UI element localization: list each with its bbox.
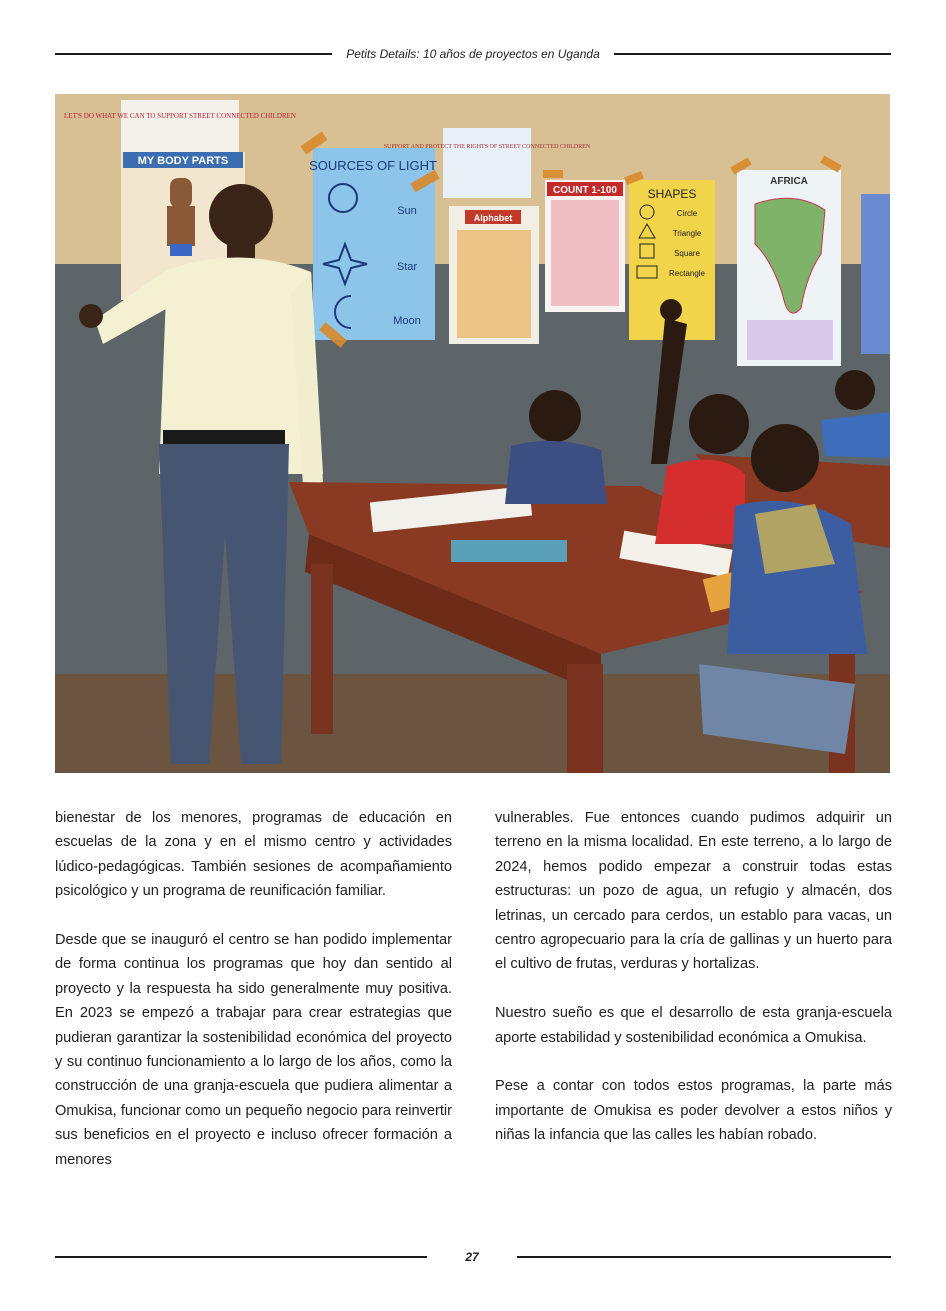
paragraph: bienestar de los menores, programas de educación en escuelas de la zona y en el mismo centro y actividades lúdico-pedagógicas. También sesiones de acompañamiento psicológico y un programa de reunificación familiar.: [55, 810, 452, 900]
page-footer: [55, 1247, 891, 1267]
poster-body-parts-title: MY BODY PARTS: [137, 155, 229, 167]
poster-sources-of-light: [309, 148, 437, 340]
poster-africa: [737, 170, 841, 366]
poster-support-text: SUPPORT AND PROTECT THE RIGHTS OF STREET CONNECTED CHILDREN: [383, 144, 591, 150]
classroom-illustration: [55, 94, 890, 773]
footer-rule-left: [55, 1256, 427, 1258]
poster-sun-label: Sun: [397, 205, 417, 217]
poster-rectangle-label: Rectangle: [668, 269, 706, 278]
poster-top-notice: LET'S DO WHAT WE CAN TO SUPPORT STREET CONNECTED CHILDREN: [64, 112, 296, 120]
poster-shapes-title: SHAPES: [647, 187, 697, 201]
poster-triangle-label: Triangle: [672, 229, 702, 238]
poster-moon-label: Moon: [393, 315, 421, 327]
poster-alphabet-title: Alphabet: [473, 213, 513, 223]
poster-circle-label: Circle: [676, 209, 698, 218]
poster-africa-title: AFRICA: [770, 176, 808, 187]
classroom-photo: [55, 94, 890, 773]
page-number: 27: [465, 1250, 479, 1264]
poster-count: [545, 180, 625, 312]
running-header: [55, 44, 891, 64]
text-column-left: [55, 806, 452, 1172]
poster-square-label: Square: [674, 249, 700, 258]
header-rule-right: [614, 53, 891, 55]
paragraph: vulnerables. Fue entonces cuando pudimos adquirir un terreno en la misma localidad. En este terreno, a lo largo de 2024, hemos podido empezar a construir todas estas estructuras: un pozo de agua, un refugio y almacén, dos letrinas, un cercado para cerdos, un establo para vacas, un centro agropecuario para la cría de gallinas y un huerto para el cultivo de frutas, verduras y hortalizas.: [495, 810, 892, 973]
poster-alphabet: [449, 206, 539, 344]
poster-count-title: COUNT 1-100: [553, 185, 617, 196]
paragraph: Pese a contar con todos estos programas, la parte más importante de Omukisa es poder devolver a estos niños y niñas la infancia que las calles les habían robado.: [495, 1078, 892, 1144]
paragraph: Desde que se inauguró el centro se han podido implementar de forma continua los programas que hoy dan sentido al proyecto y la respuesta ha sido generalmente muy positiva. En 2023 se empezó a trabajar para crear estrategias que pudieran garantizar la sostenibilidad económica del proyecto y su continuo funcionamiento a lo largo de los años, como la construcción de una granja-escuela que pudiera alimentar a Omukisa, funcionar como un pequeño negocio para reinvertir sus beneficios en el proyecto e incluso ofrecer formación a menores: [55, 932, 452, 1168]
poster-star-label: Star: [396, 261, 418, 273]
footer-rule-right: [517, 1256, 891, 1258]
poster-sources-title: SOURCES OF LIGHT: [309, 158, 437, 173]
text-column-right: [495, 806, 892, 1148]
header-rule-left: [55, 53, 332, 55]
paragraph: Nuestro sueño es que el desarrollo de esta granja-escuela aporte estabilidad y sostenibilidad económica a Omukisa.: [495, 1005, 892, 1046]
header-title: Petits Details: 10 años de proyectos en Uganda: [346, 47, 600, 61]
